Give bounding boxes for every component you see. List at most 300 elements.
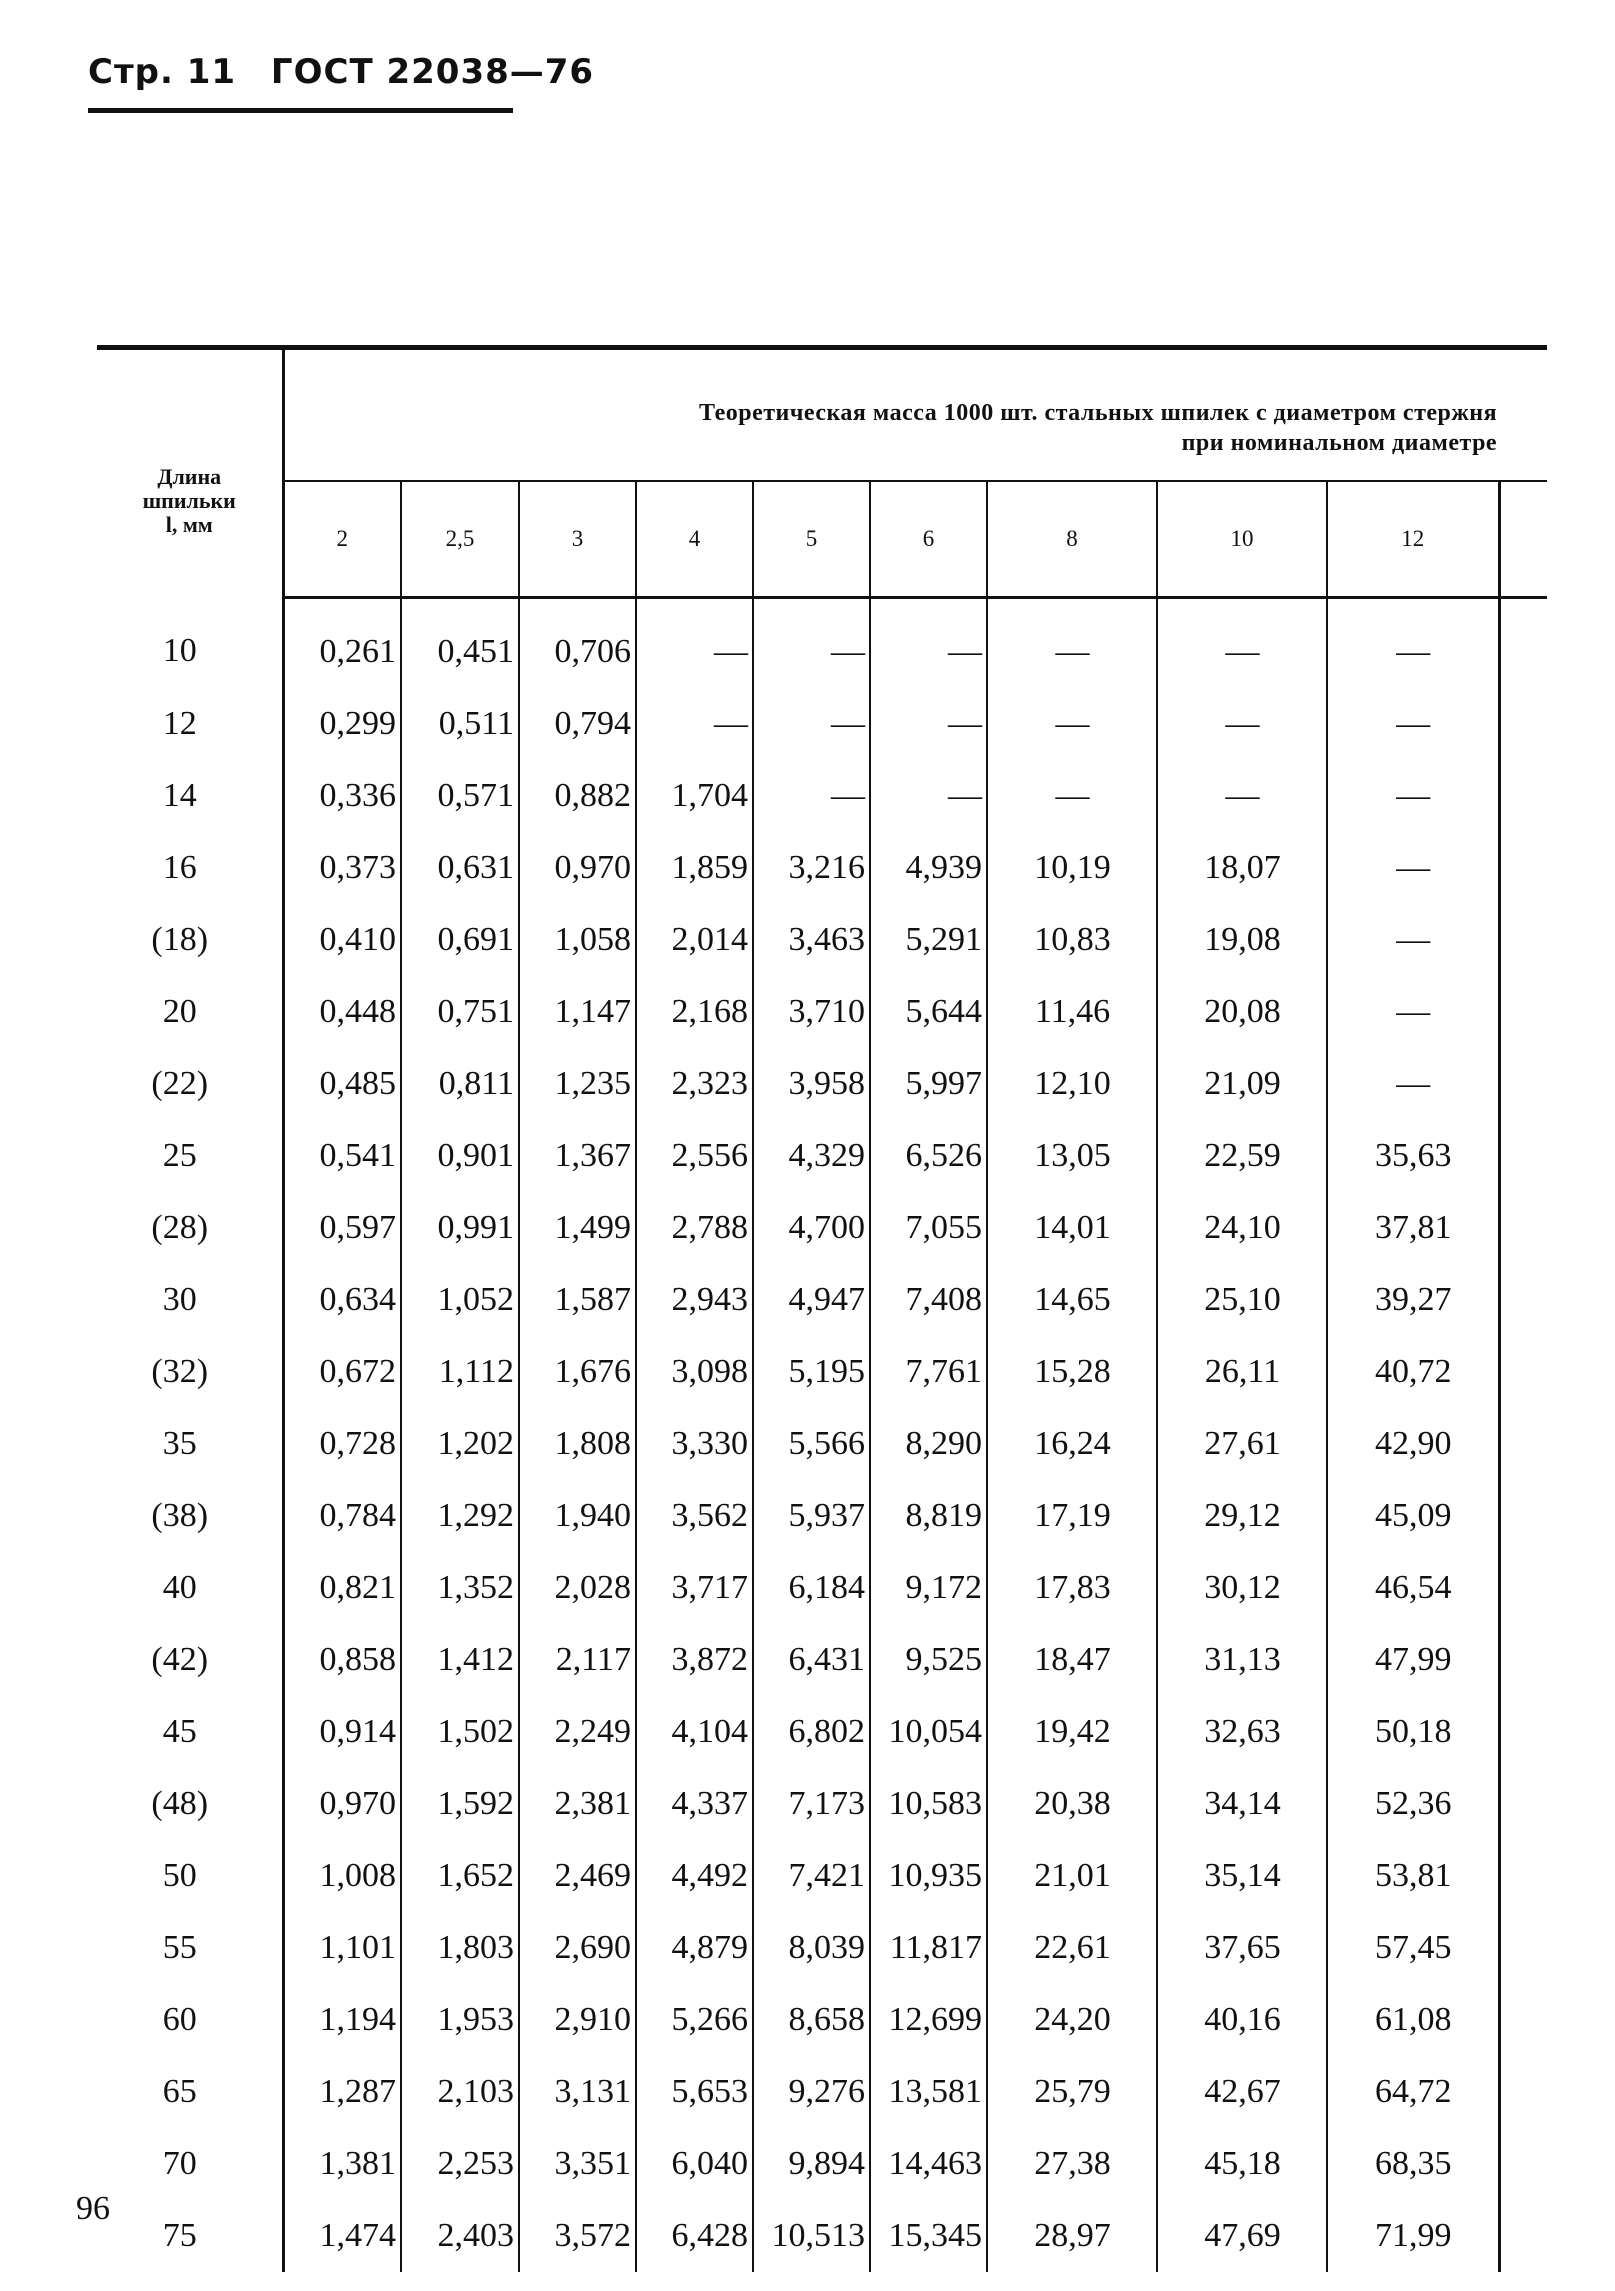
mass-value-cell: — bbox=[870, 598, 987, 689]
mass-value-cell: 0,672 bbox=[283, 1336, 401, 1408]
mass-value-cell: 0,597 bbox=[283, 1192, 401, 1264]
mass-value-cell: 0,448 bbox=[283, 976, 401, 1048]
mass-value-cell: 10,19 bbox=[987, 832, 1157, 904]
mass-value-cell: 1,412 bbox=[401, 1624, 519, 1696]
mass-value-cell: 0,410 bbox=[283, 904, 401, 976]
mass-value-cell: 9,276 bbox=[753, 2056, 870, 2128]
mass-value-cell: — bbox=[1157, 760, 1327, 832]
row-spacer bbox=[1499, 1552, 1547, 1624]
mass-value-cell: 8,819 bbox=[870, 1480, 987, 1552]
table-row bbox=[97, 2200, 1547, 2272]
table-row bbox=[97, 1480, 1547, 1552]
mass-value-cell: 11,817 bbox=[870, 1912, 987, 1984]
mass-value-cell: — bbox=[636, 688, 753, 760]
mass-table-container bbox=[97, 345, 1547, 2272]
mass-value-cell: 30,12 bbox=[1157, 1552, 1327, 1624]
mass-value-cell: 10,513 bbox=[753, 2200, 870, 2272]
mass-value-cell: 2,469 bbox=[519, 1840, 636, 1912]
mass-value-cell: 4,947 bbox=[753, 1264, 870, 1336]
mass-value-cell: — bbox=[1327, 976, 1499, 1048]
length-header-line-2: шпильки bbox=[142, 487, 236, 513]
diameter-header: 4 bbox=[636, 481, 753, 598]
table-row bbox=[97, 1048, 1547, 1120]
mass-value-cell: 3,216 bbox=[753, 832, 870, 904]
mass-value-cell: 3,958 bbox=[753, 1048, 870, 1120]
mass-value-cell: 1,202 bbox=[401, 1408, 519, 1480]
mass-value-cell: 34,14 bbox=[1157, 1768, 1327, 1840]
stud-length-cell: 55 bbox=[97, 1912, 283, 1984]
mass-value-cell: 16,24 bbox=[987, 1408, 1157, 1480]
mass-value-cell: — bbox=[1157, 688, 1327, 760]
row-spacer bbox=[1499, 1984, 1547, 2056]
table-row bbox=[97, 1768, 1547, 1840]
table-row bbox=[97, 976, 1547, 1048]
mass-value-cell: 2,403 bbox=[401, 2200, 519, 2272]
mass-value-cell: 2,253 bbox=[401, 2128, 519, 2200]
mass-value-cell: 68,35 bbox=[1327, 2128, 1499, 2200]
stud-length-cell: 65 bbox=[97, 2056, 283, 2128]
mass-value-cell: 31,13 bbox=[1157, 1624, 1327, 1696]
mass-value-cell: 3,330 bbox=[636, 1408, 753, 1480]
mass-value-cell: 1,652 bbox=[401, 1840, 519, 1912]
mass-header-line-1: Теоретическая масса 1000 шт. стальных шпилек с диаметром стержня bbox=[698, 399, 1498, 426]
header-underline bbox=[88, 108, 513, 113]
mass-value-cell: 6,428 bbox=[636, 2200, 753, 2272]
mass-value-cell: 0,728 bbox=[283, 1408, 401, 1480]
mass-value-cell: 8,039 bbox=[753, 1912, 870, 1984]
mass-value-cell: 2,014 bbox=[636, 904, 753, 976]
mass-value-cell: — bbox=[636, 598, 753, 689]
mass-value-cell: 2,323 bbox=[636, 1048, 753, 1120]
mass-column-header bbox=[283, 345, 1547, 481]
table-row bbox=[97, 832, 1547, 904]
mass-value-cell: 22,59 bbox=[1157, 1120, 1327, 1192]
mass-value-cell: 20,38 bbox=[987, 1768, 1157, 1840]
table-top-rule bbox=[97, 345, 1547, 350]
mass-value-cell: 1,587 bbox=[519, 1264, 636, 1336]
mass-value-cell: 0,634 bbox=[283, 1264, 401, 1336]
mass-value-cell: 4,104 bbox=[636, 1696, 753, 1768]
row-spacer bbox=[1499, 1696, 1547, 1768]
mass-value-cell: 19,08 bbox=[1157, 904, 1327, 976]
mass-header-line-2: при номинальном диаметре bbox=[1181, 429, 1498, 456]
mass-value-cell: 0,373 bbox=[283, 832, 401, 904]
mass-value-cell: 2,943 bbox=[636, 1264, 753, 1336]
mass-value-cell: 1,859 bbox=[636, 832, 753, 904]
mass-value-cell: 5,566 bbox=[753, 1408, 870, 1480]
mass-value-cell: 40,16 bbox=[1157, 1984, 1327, 2056]
mass-value-cell: 0,511 bbox=[401, 688, 519, 760]
stud-length-cell: 25 bbox=[97, 1120, 283, 1192]
stud-length-cell: 40 bbox=[97, 1552, 283, 1624]
mass-value-cell: 0,261 bbox=[283, 598, 401, 689]
mass-value-cell: 42,90 bbox=[1327, 1408, 1499, 1480]
mass-value-cell: 53,81 bbox=[1327, 1840, 1499, 1912]
mass-value-cell: 4,492 bbox=[636, 1840, 753, 1912]
row-spacer bbox=[1499, 832, 1547, 904]
mass-value-cell: 17,83 bbox=[987, 1552, 1157, 1624]
row-spacer bbox=[1499, 1192, 1547, 1264]
mass-value-cell: 18,07 bbox=[1157, 832, 1327, 904]
mass-value-cell: 2,028 bbox=[519, 1552, 636, 1624]
mass-value-cell: 7,173 bbox=[753, 1768, 870, 1840]
mass-value-cell: 0,970 bbox=[519, 832, 636, 904]
mass-value-cell: 24,10 bbox=[1157, 1192, 1327, 1264]
mass-value-cell: 27,61 bbox=[1157, 1408, 1327, 1480]
mass-value-cell: 6,431 bbox=[753, 1624, 870, 1696]
diameter-header: 5 bbox=[753, 481, 870, 598]
table-row bbox=[97, 1120, 1547, 1192]
mass-value-cell: 22,61 bbox=[987, 1912, 1157, 1984]
mass-value-cell: 0,336 bbox=[283, 760, 401, 832]
row-spacer bbox=[1499, 2128, 1547, 2200]
row-spacer bbox=[1499, 598, 1547, 689]
mass-value-cell: 7,421 bbox=[753, 1840, 870, 1912]
mass-value-cell: 45,18 bbox=[1157, 2128, 1327, 2200]
mass-value-cell: 61,08 bbox=[1327, 1984, 1499, 2056]
mass-value-cell: 35,14 bbox=[1157, 1840, 1327, 1912]
mass-value-cell: 1,008 bbox=[283, 1840, 401, 1912]
mass-value-cell: 1,502 bbox=[401, 1696, 519, 1768]
standard-designation: ГОСТ 22038—76 bbox=[270, 52, 595, 92]
row-spacer bbox=[1499, 1264, 1547, 1336]
stud-length-cell: (38) bbox=[97, 1480, 283, 1552]
row-spacer bbox=[1499, 976, 1547, 1048]
row-spacer bbox=[1499, 1840, 1547, 1912]
mass-value-cell: 21,01 bbox=[987, 1840, 1157, 1912]
mass-value-cell: 1,474 bbox=[283, 2200, 401, 2272]
diameter-header: 6 bbox=[870, 481, 987, 598]
mass-value-cell: 0,751 bbox=[401, 976, 519, 1048]
mass-value-cell: 37,65 bbox=[1157, 1912, 1327, 1984]
mass-value-cell: 13,581 bbox=[870, 2056, 987, 2128]
row-spacer bbox=[1499, 2056, 1547, 2128]
mass-value-cell: 1,367 bbox=[519, 1120, 636, 1192]
mass-value-cell: 1,592 bbox=[401, 1768, 519, 1840]
table-body bbox=[97, 598, 1547, 2273]
mass-value-cell: 1,292 bbox=[401, 1480, 519, 1552]
mass-value-cell: 8,658 bbox=[753, 1984, 870, 2056]
mass-value-cell: 1,194 bbox=[283, 1984, 401, 2056]
mass-value-cell: 42,67 bbox=[1157, 2056, 1327, 2128]
page-label: Стр. 11 bbox=[88, 52, 237, 92]
table-row bbox=[97, 688, 1547, 760]
mass-value-cell: 3,131 bbox=[519, 2056, 636, 2128]
mass-value-cell: 12,10 bbox=[987, 1048, 1157, 1120]
mass-value-cell: 3,572 bbox=[519, 2200, 636, 2272]
mass-value-cell: 2,117 bbox=[519, 1624, 636, 1696]
mass-value-cell: 2,168 bbox=[636, 976, 753, 1048]
table-row bbox=[97, 1984, 1547, 2056]
mass-value-cell: 3,717 bbox=[636, 1552, 753, 1624]
mass-value-cell: 29,12 bbox=[1157, 1480, 1327, 1552]
table-row bbox=[97, 1336, 1547, 1408]
mass-value-cell: 0,631 bbox=[401, 832, 519, 904]
table-row bbox=[97, 1264, 1547, 1336]
length-column-header bbox=[97, 345, 283, 598]
stud-length-cell: 60 bbox=[97, 1984, 283, 2056]
mass-value-cell: 57,45 bbox=[1327, 1912, 1499, 1984]
diameter-header-row bbox=[97, 481, 1547, 598]
mass-value-cell: 1,101 bbox=[283, 1912, 401, 1984]
mass-value-cell: 25,10 bbox=[1157, 1264, 1327, 1336]
mass-value-cell: — bbox=[1327, 760, 1499, 832]
row-spacer bbox=[1499, 1768, 1547, 1840]
mass-value-cell: — bbox=[753, 598, 870, 689]
mass-value-cell: 6,802 bbox=[753, 1696, 870, 1768]
mass-value-cell: 17,19 bbox=[987, 1480, 1157, 1552]
stud-length-cell: 70 bbox=[97, 2128, 283, 2200]
mass-value-cell: 6,526 bbox=[870, 1120, 987, 1192]
row-spacer bbox=[1499, 1048, 1547, 1120]
mass-value-cell: 1,803 bbox=[401, 1912, 519, 1984]
mass-value-cell: 18,47 bbox=[987, 1624, 1157, 1696]
diameter-header: 3 bbox=[519, 481, 636, 598]
mass-value-cell: 5,266 bbox=[636, 1984, 753, 2056]
mass-value-cell: 25,79 bbox=[987, 2056, 1157, 2128]
mass-value-cell: 10,583 bbox=[870, 1768, 987, 1840]
mass-value-cell: 1,704 bbox=[636, 760, 753, 832]
mass-value-cell: 50,18 bbox=[1327, 1696, 1499, 1768]
mass-value-cell: 1,499 bbox=[519, 1192, 636, 1264]
row-spacer bbox=[1499, 1912, 1547, 1984]
mass-value-cell: — bbox=[870, 688, 987, 760]
mass-value-cell: 12,699 bbox=[870, 1984, 987, 2056]
table-row bbox=[97, 598, 1547, 689]
mass-value-cell: 46,54 bbox=[1327, 1552, 1499, 1624]
diameter-header: 2,5 bbox=[401, 481, 519, 598]
mass-value-cell: 0,571 bbox=[401, 760, 519, 832]
page-header bbox=[88, 52, 594, 92]
table-row bbox=[97, 2128, 1547, 2200]
row-spacer bbox=[1499, 1408, 1547, 1480]
mass-value-cell: — bbox=[987, 598, 1157, 689]
mass-value-cell: 1,381 bbox=[283, 2128, 401, 2200]
mass-value-cell: 3,351 bbox=[519, 2128, 636, 2200]
table-row bbox=[97, 1624, 1547, 1696]
row-spacer bbox=[1499, 2200, 1547, 2272]
stud-length-cell: (42) bbox=[97, 1624, 283, 1696]
mass-value-cell: 0,991 bbox=[401, 1192, 519, 1264]
mass-value-cell: 1,052 bbox=[401, 1264, 519, 1336]
mass-value-cell: 7,761 bbox=[870, 1336, 987, 1408]
mass-value-cell: 10,054 bbox=[870, 1696, 987, 1768]
table-row bbox=[97, 1912, 1547, 1984]
row-spacer bbox=[1499, 760, 1547, 832]
row-spacer bbox=[1499, 904, 1547, 976]
mass-value-cell: — bbox=[753, 760, 870, 832]
mass-value-cell: 11,46 bbox=[987, 976, 1157, 1048]
mass-value-cell: 2,556 bbox=[636, 1120, 753, 1192]
mass-value-cell: 1,147 bbox=[519, 976, 636, 1048]
row-spacer bbox=[1499, 1120, 1547, 1192]
mass-value-cell: 0,706 bbox=[519, 598, 636, 689]
mass-value-cell: 0,541 bbox=[283, 1120, 401, 1192]
mass-value-cell: 9,172 bbox=[870, 1552, 987, 1624]
mass-value-cell: — bbox=[1327, 832, 1499, 904]
mass-value-cell: 9,525 bbox=[870, 1624, 987, 1696]
page-number: 96 bbox=[76, 2190, 110, 2227]
mass-value-cell: 21,09 bbox=[1157, 1048, 1327, 1120]
mass-value-cell: 2,910 bbox=[519, 1984, 636, 2056]
stud-length-cell: 45 bbox=[97, 1696, 283, 1768]
mass-value-cell: 2,103 bbox=[401, 2056, 519, 2128]
mass-value-cell: 2,690 bbox=[519, 1912, 636, 1984]
mass-value-cell: 0,811 bbox=[401, 1048, 519, 1120]
diameter-header: 12 bbox=[1327, 481, 1499, 598]
mass-value-cell: 0,901 bbox=[401, 1120, 519, 1192]
length-header-line-3: l, мм bbox=[165, 511, 213, 537]
diameter-header: 8 bbox=[987, 481, 1157, 598]
mass-value-cell: 14,65 bbox=[987, 1264, 1157, 1336]
diameter-header: 10 bbox=[1157, 481, 1327, 598]
mass-value-cell: 0,970 bbox=[283, 1768, 401, 1840]
stud-length-cell: 10 bbox=[97, 598, 283, 689]
mass-value-cell: 10,935 bbox=[870, 1840, 987, 1912]
mass-value-cell: 6,184 bbox=[753, 1552, 870, 1624]
mass-value-cell: 2,788 bbox=[636, 1192, 753, 1264]
mass-value-cell: 2,249 bbox=[519, 1696, 636, 1768]
table-row bbox=[97, 904, 1547, 976]
mass-value-cell: 64,72 bbox=[1327, 2056, 1499, 2128]
mass-value-cell: 4,337 bbox=[636, 1768, 753, 1840]
table-row bbox=[97, 1696, 1547, 1768]
mass-value-cell: 0,882 bbox=[519, 760, 636, 832]
mass-value-cell: 3,872 bbox=[636, 1624, 753, 1696]
table-row bbox=[97, 1840, 1547, 1912]
mass-value-cell: 4,700 bbox=[753, 1192, 870, 1264]
mass-value-cell: 1,808 bbox=[519, 1408, 636, 1480]
mass-value-cell: 15,28 bbox=[987, 1336, 1157, 1408]
mass-value-cell: 45,09 bbox=[1327, 1480, 1499, 1552]
mass-value-cell: 3,710 bbox=[753, 976, 870, 1048]
mass-value-cell: 1,235 bbox=[519, 1048, 636, 1120]
mass-value-cell: 1,287 bbox=[283, 2056, 401, 2128]
mass-value-cell: 0,821 bbox=[283, 1552, 401, 1624]
mass-value-cell: — bbox=[1157, 598, 1327, 689]
mass-value-cell: 4,939 bbox=[870, 832, 987, 904]
mass-value-cell: 0,451 bbox=[401, 598, 519, 689]
mass-value-cell: — bbox=[1327, 598, 1499, 689]
mass-value-cell: 0,858 bbox=[283, 1624, 401, 1696]
mass-value-cell: 0,784 bbox=[283, 1480, 401, 1552]
mass-value-cell: 10,83 bbox=[987, 904, 1157, 976]
mass-value-cell: 26,11 bbox=[1157, 1336, 1327, 1408]
mass-value-cell: 5,291 bbox=[870, 904, 987, 976]
table-row bbox=[97, 1408, 1547, 1480]
mass-value-cell: 2,381 bbox=[519, 1768, 636, 1840]
mass-value-cell: 40,72 bbox=[1327, 1336, 1499, 1408]
mass-value-cell: 1,676 bbox=[519, 1336, 636, 1408]
mass-value-cell: 4,879 bbox=[636, 1912, 753, 1984]
mass-value-cell: 1,112 bbox=[401, 1336, 519, 1408]
mass-value-cell: — bbox=[753, 688, 870, 760]
stud-length-cell: (22) bbox=[97, 1048, 283, 1120]
mass-value-cell: — bbox=[1327, 1048, 1499, 1120]
row-spacer bbox=[1499, 1480, 1547, 1552]
mass-value-cell: 3,562 bbox=[636, 1480, 753, 1552]
length-header-line-1: Длина bbox=[157, 463, 222, 489]
mass-value-cell: — bbox=[987, 760, 1157, 832]
mass-value-cell: 8,290 bbox=[870, 1408, 987, 1480]
mass-value-cell: 1,940 bbox=[519, 1480, 636, 1552]
header-spacer bbox=[1499, 481, 1547, 598]
table-row bbox=[97, 2056, 1547, 2128]
stud-length-cell: (32) bbox=[97, 1336, 283, 1408]
mass-value-cell: 32,63 bbox=[1157, 1696, 1327, 1768]
mass-value-cell: 37,81 bbox=[1327, 1192, 1499, 1264]
stud-length-cell: (28) bbox=[97, 1192, 283, 1264]
mass-value-cell: 4,329 bbox=[753, 1120, 870, 1192]
table-row bbox=[97, 1192, 1547, 1264]
mass-value-cell: 5,644 bbox=[870, 976, 987, 1048]
row-spacer bbox=[1499, 1624, 1547, 1696]
stud-length-cell: 16 bbox=[97, 832, 283, 904]
stud-length-cell: 30 bbox=[97, 1264, 283, 1336]
mass-value-cell: 3,098 bbox=[636, 1336, 753, 1408]
mass-value-cell: 9,894 bbox=[753, 2128, 870, 2200]
mass-value-cell: 47,99 bbox=[1327, 1624, 1499, 1696]
stud-length-cell: 12 bbox=[97, 688, 283, 760]
mass-value-cell: 14,463 bbox=[870, 2128, 987, 2200]
mass-value-cell: 1,058 bbox=[519, 904, 636, 976]
mass-value-cell: 28,97 bbox=[987, 2200, 1157, 2272]
mass-value-cell: 0,914 bbox=[283, 1696, 401, 1768]
mass-value-cell: 15,345 bbox=[870, 2200, 987, 2272]
mass-value-cell: 0,299 bbox=[283, 688, 401, 760]
stud-length-cell: 20 bbox=[97, 976, 283, 1048]
mass-value-cell: 47,69 bbox=[1157, 2200, 1327, 2272]
stud-length-cell: 75 bbox=[97, 2200, 283, 2272]
mass-value-cell: 0,485 bbox=[283, 1048, 401, 1120]
mass-value-cell: 19,42 bbox=[987, 1696, 1157, 1768]
mass-value-cell: 39,27 bbox=[1327, 1264, 1499, 1336]
mass-value-cell: — bbox=[1327, 904, 1499, 976]
mass-value-cell: 52,36 bbox=[1327, 1768, 1499, 1840]
stud-mass-table bbox=[97, 345, 1547, 2272]
mass-value-cell: 27,38 bbox=[987, 2128, 1157, 2200]
stud-length-cell: 35 bbox=[97, 1408, 283, 1480]
row-spacer bbox=[1499, 1336, 1547, 1408]
mass-value-cell: 20,08 bbox=[1157, 976, 1327, 1048]
mass-value-cell: 5,653 bbox=[636, 2056, 753, 2128]
stud-length-cell: (48) bbox=[97, 1768, 283, 1840]
mass-value-cell: 24,20 bbox=[987, 1984, 1157, 2056]
mass-value-cell: 71,99 bbox=[1327, 2200, 1499, 2272]
mass-value-cell: 14,01 bbox=[987, 1192, 1157, 1264]
mass-value-cell: 5,937 bbox=[753, 1480, 870, 1552]
stud-length-cell: 50 bbox=[97, 1840, 283, 1912]
mass-value-cell: 5,195 bbox=[753, 1336, 870, 1408]
mass-value-cell: — bbox=[1327, 688, 1499, 760]
mass-value-cell: 1,352 bbox=[401, 1552, 519, 1624]
mass-value-cell: 0,691 bbox=[401, 904, 519, 976]
row-spacer bbox=[1499, 688, 1547, 760]
table-row bbox=[97, 760, 1547, 832]
mass-value-cell: 7,408 bbox=[870, 1264, 987, 1336]
mass-value-cell: 3,463 bbox=[753, 904, 870, 976]
diameter-header: 2 bbox=[283, 481, 401, 598]
mass-value-cell: — bbox=[870, 760, 987, 832]
mass-value-cell: 0,794 bbox=[519, 688, 636, 760]
stud-length-cell: (18) bbox=[97, 904, 283, 976]
stud-length-cell: 14 bbox=[97, 760, 283, 832]
mass-value-cell: 35,63 bbox=[1327, 1120, 1499, 1192]
table-row bbox=[97, 1552, 1547, 1624]
mass-value-cell: — bbox=[987, 688, 1157, 760]
mass-value-cell: 5,997 bbox=[870, 1048, 987, 1120]
mass-value-cell: 6,040 bbox=[636, 2128, 753, 2200]
